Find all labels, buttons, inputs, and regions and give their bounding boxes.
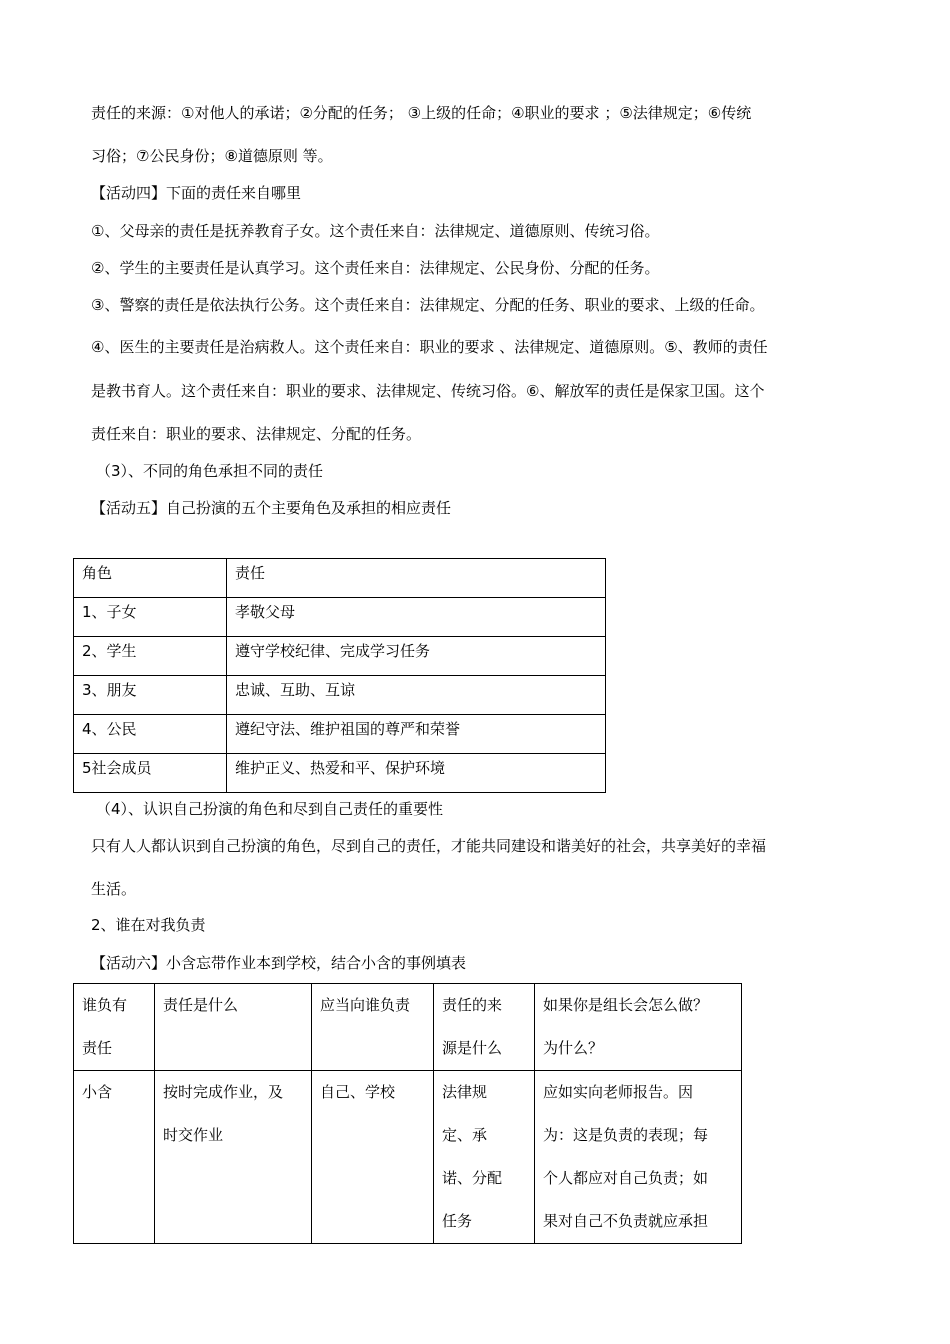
- table-row: [74, 676, 606, 715]
- header-cell-responsibility: 责任: [227, 559, 606, 598]
- responsibility-cell: 维护正义、热爱和平、保护环境: [227, 754, 606, 793]
- role-cell: 3、朋友: [74, 676, 227, 715]
- responsibility-cell: 忠诚、互助、互谅: [227, 676, 606, 715]
- table-row: [74, 715, 606, 754]
- cell-line: 责任的来: [442, 996, 503, 1014]
- responsibility-cell: 孝敬父母: [227, 598, 606, 637]
- cell-line: 果对自己不负责就应承担: [543, 1212, 709, 1230]
- cell-what: [155, 1071, 312, 1244]
- cell-line: 时交作业: [163, 1126, 224, 1144]
- header-cell-source: [434, 984, 535, 1071]
- activity-4-item-3: ③、警察的责任是依法执行公务。这个责任来自：法律规定、分配的任务、职业的要求、上级的任命。: [91, 296, 765, 314]
- cell-line: 谁负有: [82, 996, 128, 1014]
- table-header-row: [74, 559, 606, 598]
- role-cell: 4、公民: [74, 715, 227, 754]
- cell-line: 自己、学校: [320, 1083, 396, 1101]
- cell-line: 如果你是组长会怎么做？: [543, 996, 709, 1014]
- cell-line: 法律规: [442, 1083, 488, 1101]
- activity-4-item-4-cont2: 责任来自：职业的要求、法律规定、分配的任务。: [91, 425, 422, 443]
- paragraph-responsibility-sources-cont: 习俗；⑦公民身份；⑧道德原则 等。: [91, 147, 333, 165]
- header-cell-role: 角色: [74, 559, 227, 598]
- activity-4-item-4: ④、医生的主要责任是治病救人。这个责任来自：职业的要求 、法律规定、道德原则。⑤、教师的责任: [91, 338, 768, 356]
- role-cell: 2、学生: [74, 637, 227, 676]
- activity-5-heading: 【活动五】自己扮演的五个主要角色及承担的相应责任: [91, 499, 452, 517]
- cell-line: 责任: [82, 1039, 113, 1057]
- role-cell: 5社会成员: [74, 754, 227, 793]
- cell-who: [74, 1071, 155, 1244]
- case-table: [73, 983, 742, 1244]
- section-4-heading: （4）、认识自己扮演的角色和尽到自己责任的重要性: [96, 800, 444, 818]
- table-row: [74, 598, 606, 637]
- cell-line: 个人都应对自己负责；如: [543, 1169, 709, 1187]
- responsibility-cell: 遵守学校纪律、完成学习任务: [227, 637, 606, 676]
- table-header-row: [74, 984, 742, 1071]
- section-2-heading: 2、谁在对我负责: [91, 916, 206, 934]
- cell-to-whom: [312, 1071, 434, 1244]
- header-cell-what-would-you-do: [535, 984, 742, 1071]
- activity-6-heading: 【活动六】小含忘带作业本到学校，结合小含的事例填表: [91, 954, 467, 972]
- cell-line: 责任是什么: [163, 996, 239, 1014]
- cell-line: 源是什么: [442, 1039, 503, 1057]
- cell-line: 任务: [442, 1212, 473, 1230]
- header-cell-what: [155, 984, 312, 1071]
- cell-line: 应当向谁负责: [320, 996, 411, 1014]
- activity-4-item-1: ①、父母亲的责任是抚养教育子女。这个责任来自：法律规定、道德原则、传统习俗。: [91, 222, 660, 240]
- paragraph-importance-cont: 生活。: [91, 880, 137, 898]
- section-3-heading: （3）、不同的角色承担不同的责任: [96, 462, 324, 480]
- cell-line: 小含: [82, 1083, 113, 1101]
- cell-line: 应如实向老师报告。因: [543, 1083, 694, 1101]
- header-cell-to-whom: [312, 984, 434, 1071]
- paragraph-importance: 只有人人都认识到自己扮演的角色，尽到自己的责任，才能共同建设和谐美好的社会，共享美好的幸福: [91, 837, 767, 855]
- header-cell-who: [74, 984, 155, 1071]
- responsibility-cell: 遵纪守法、维护祖国的尊严和荣誉: [227, 715, 606, 754]
- table-row: [74, 754, 606, 793]
- cell-line: 诺、分配: [442, 1169, 503, 1187]
- activity-4-heading: 【活动四】下面的责任来自哪里: [91, 184, 302, 202]
- cell-line: 定、承: [442, 1126, 488, 1144]
- activity-4-item-2: ②、学生的主要责任是认真学习。这个责任来自：法律规定、公民身份、分配的任务。: [91, 259, 660, 277]
- cell-line: 为：这是负责的表现；每: [543, 1126, 709, 1144]
- table-row: [74, 637, 606, 676]
- roles-table: [73, 558, 606, 793]
- cell-line: 为什么？: [543, 1039, 604, 1057]
- activity-4-item-4-cont: 是教书育人。这个责任来自：职业的要求、法律规定、传统习俗。⑥、解放军的责任是保家卫国。这个: [91, 382, 765, 400]
- cell-what-would-you-do: [535, 1071, 742, 1244]
- paragraph-responsibility-sources: 责任的来源：①对他人的承诺；②分配的任务； ③上级的任命；④职业的要求 ；⑤法律规定；⑥传统: [91, 104, 752, 122]
- role-cell: 1、子女: [74, 598, 227, 637]
- cell-line: 按时完成作业，及: [163, 1083, 284, 1101]
- table-row: [74, 1071, 742, 1244]
- cell-source: [434, 1071, 535, 1244]
